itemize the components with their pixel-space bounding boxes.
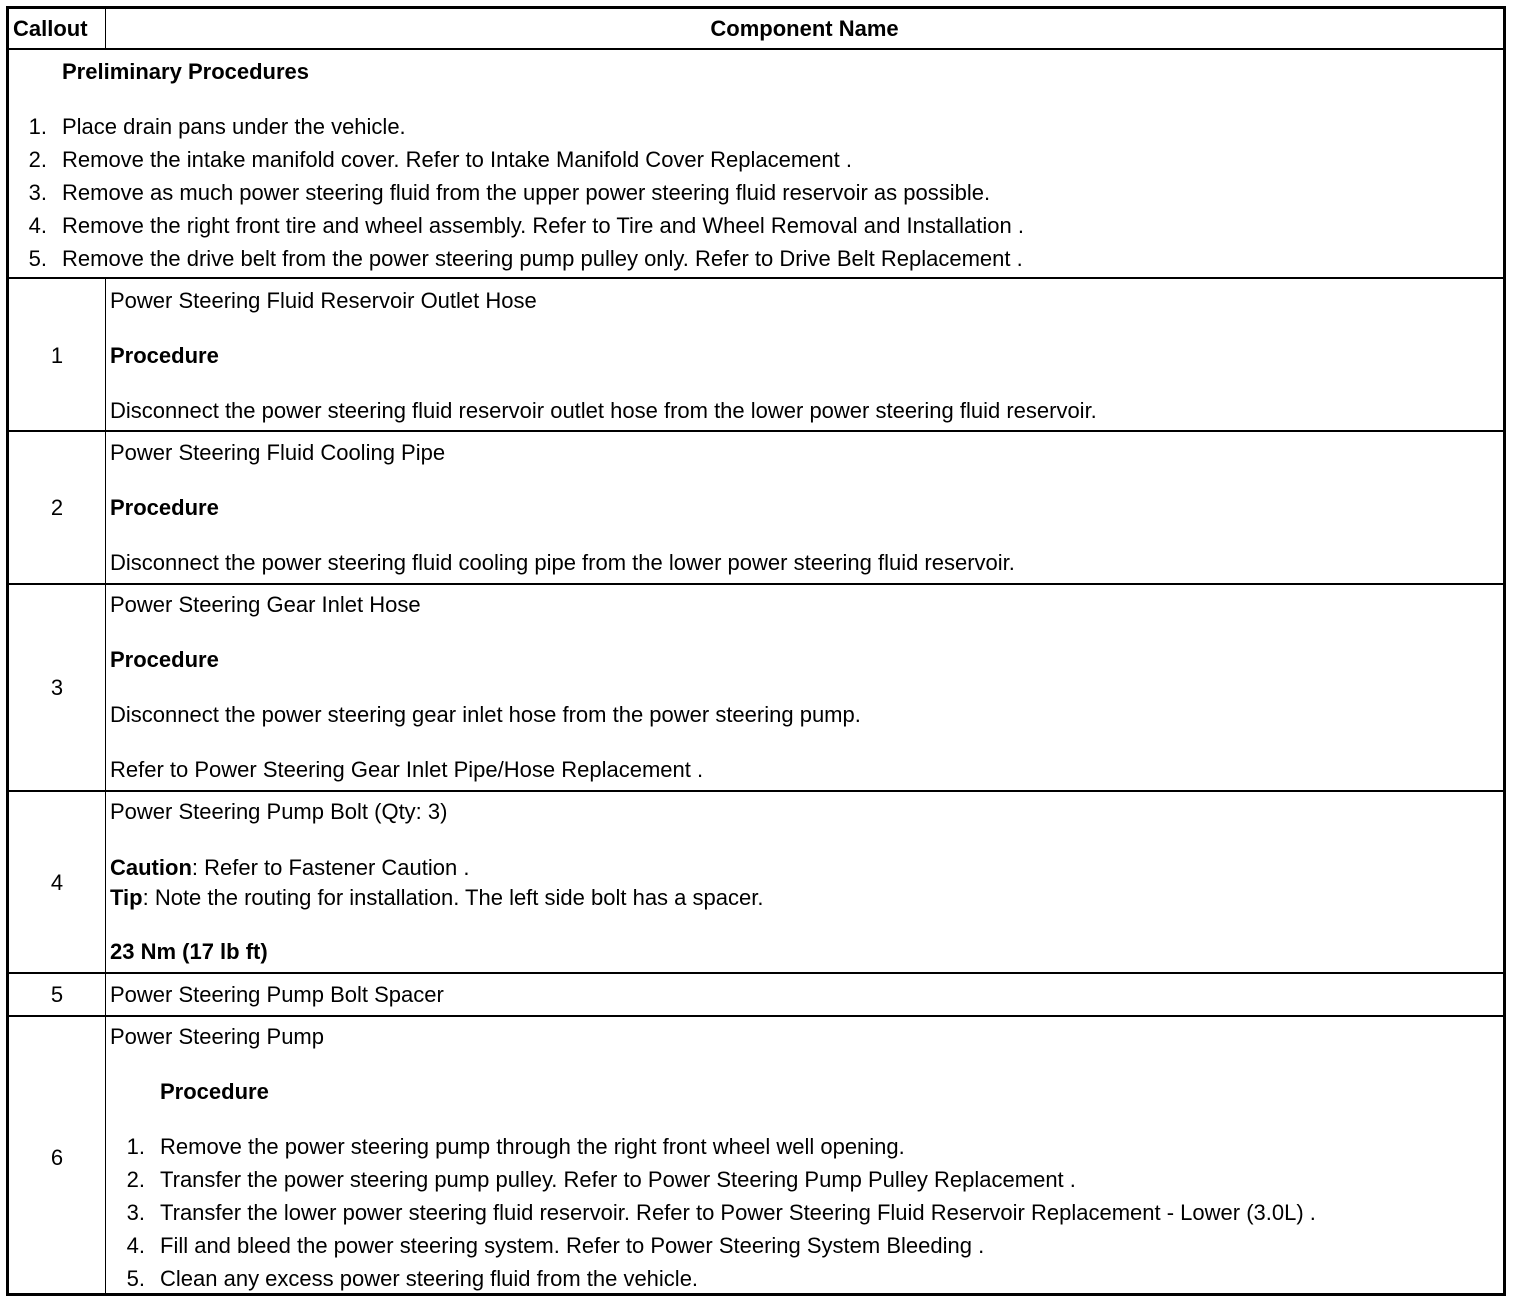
component-name: Power Steering Pump Bolt Spacer <box>110 982 444 1007</box>
procedure-text: Disconnect the power steering fluid cooling pipe from the lower power steering fluid reservoir. <box>110 550 1015 575</box>
row-divider <box>9 430 1503 432</box>
procedure-label: Procedure <box>110 647 219 672</box>
tip-label: Tip <box>110 885 143 910</box>
procedure-step-text: Transfer the power steering pump pulley. Refer to Power Steering Pump Pulley Replacement . <box>160 1167 1076 1192</box>
procedure-label: Procedure <box>110 495 219 520</box>
row-divider <box>9 790 1503 792</box>
callout-number: 1 <box>50 343 64 368</box>
callout-number: 4 <box>50 870 64 895</box>
component-name: Power Steering Pump Bolt (Qty: 3) <box>110 799 448 824</box>
callout-number: 6 <box>50 1145 64 1170</box>
component-name: Power Steering Gear Inlet Hose <box>110 592 421 617</box>
callout-number: 5 <box>50 982 64 1007</box>
preliminary-step-number: 2. <box>28 147 47 172</box>
preliminary-title: Preliminary Procedures <box>62 59 310 84</box>
preliminary-step-number: 1. <box>28 114 47 139</box>
caution-line <box>110 855 469 881</box>
tip-text: : Note the routing for installation. The left side bolt has a spacer. <box>142 885 764 910</box>
component-name: Power Steering Pump <box>110 1024 324 1049</box>
procedure-step-text: Transfer the lower power steering fluid reservoir. Refer to Power Steering Fluid Reservoir Replacement - Lower (3.0L) . <box>160 1200 1316 1225</box>
reference-text: Refer to Power Steering Gear Inlet Pipe/Hose Replacement . <box>110 757 704 782</box>
procedure-step-text: Clean any excess power steering fluid from the vehicle. <box>160 1266 699 1291</box>
procedure-step-number: 2. <box>126 1167 145 1192</box>
preliminary-step-text: Remove the drive belt from the power steering pump pulley only. Refer to Drive Belt Replacement . <box>62 246 1023 271</box>
caution-label: Caution <box>110 855 192 880</box>
row-divider <box>9 1015 1503 1017</box>
procedure-table <box>6 6 1506 1296</box>
procedure-label: Procedure <box>110 343 219 368</box>
preliminary-step-number: 5. <box>28 246 47 271</box>
callout-number: 2 <box>50 495 64 520</box>
component-name: Power Steering Fluid Cooling Pipe <box>110 440 446 465</box>
header-component-name: Component Name <box>710 16 899 41</box>
callout-number: 3 <box>50 675 64 700</box>
preliminary-step-text: Remove the intake manifold cover. Refer to Intake Manifold Cover Replacement . <box>62 147 852 172</box>
procedure-step-number: 4. <box>126 1233 145 1258</box>
procedure-text: Disconnect the power steering fluid reservoir outlet hose from the lower power steering fluid reservoir. <box>110 398 1097 423</box>
procedure-text: Disconnect the power steering gear inlet hose from the power steering pump. <box>110 702 861 727</box>
procedure-step-text: Remove the power steering pump through the right front wheel well opening. <box>160 1134 905 1159</box>
row-divider <box>9 48 1503 50</box>
preliminary-step-text: Remove the right front tire and wheel assembly. Refer to Tire and Wheel Removal and Installation . <box>62 213 1024 238</box>
procedure-step-text: Fill and bleed the power steering system. Refer to Power Steering System Bleeding . <box>160 1233 985 1258</box>
header-callout: Callout <box>13 16 88 41</box>
row-divider <box>9 277 1503 279</box>
procedure-step-number: 5. <box>126 1266 145 1291</box>
preliminary-step-number: 3. <box>28 180 47 205</box>
component-name: Power Steering Fluid Reservoir Outlet Hose <box>110 288 537 313</box>
preliminary-step-text: Place drain pans under the vehicle. <box>62 114 406 139</box>
procedure-step-number: 3. <box>126 1200 145 1225</box>
tip-line <box>110 885 763 911</box>
preliminary-step-text: Remove as much power steering fluid from the upper power steering fluid reservoir as possible. <box>62 180 991 205</box>
preliminary-step-number: 4. <box>28 213 47 238</box>
procedure-step-number: 1. <box>126 1134 145 1159</box>
torque-spec: 23 Nm (17 lb ft) <box>110 939 268 964</box>
row-divider <box>9 972 1503 974</box>
procedure-label: Procedure <box>160 1079 269 1104</box>
row-divider <box>9 583 1503 585</box>
caution-text: : Refer to Fastener Caution . <box>191 855 470 880</box>
